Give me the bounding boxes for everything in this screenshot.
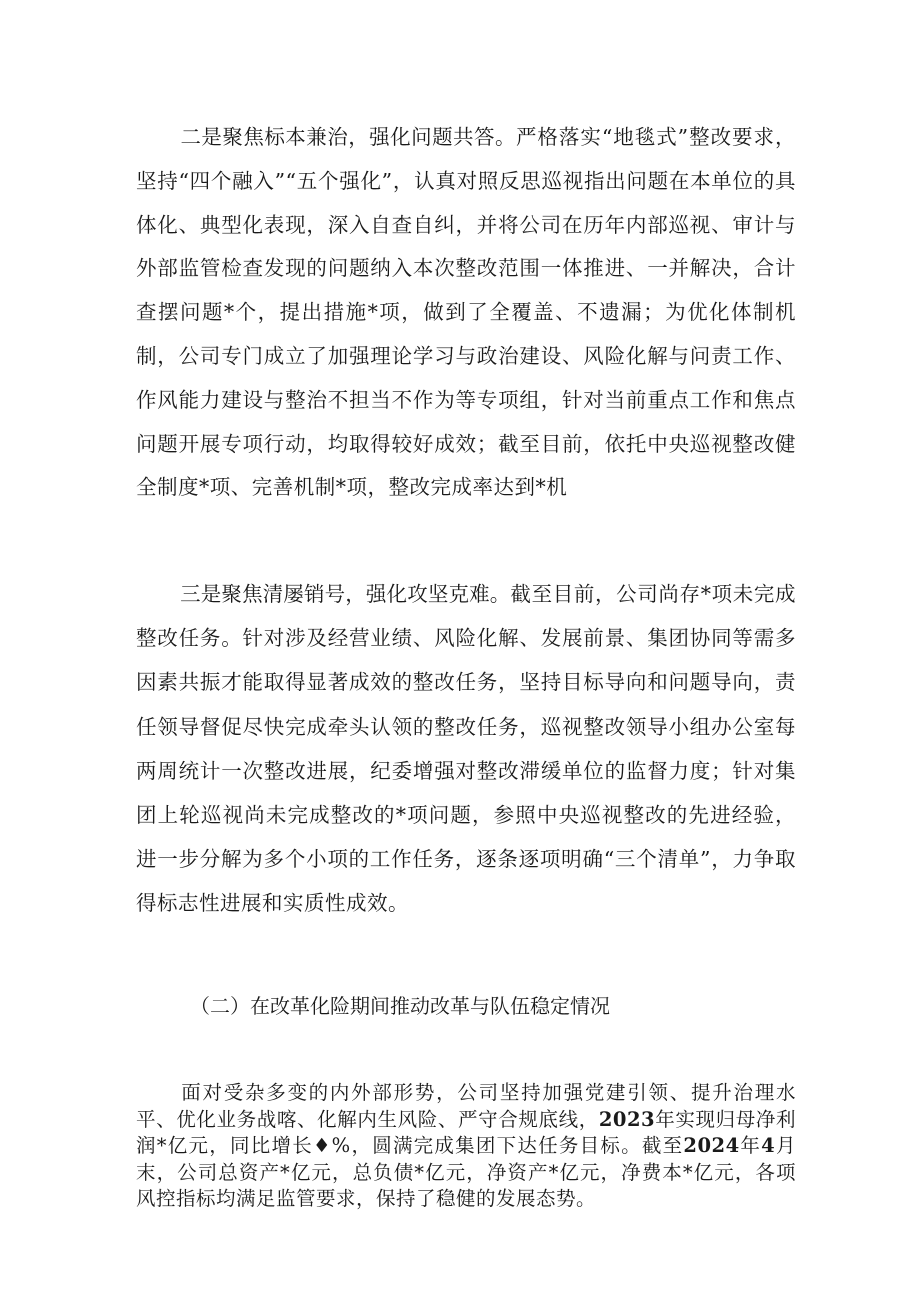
paragraph-rectification-scope xyxy=(136,116,796,510)
section-heading: （二）在改革化险期间推动改革与队伍稳定情况 xyxy=(190,994,610,1018)
paragraph-rectification-progress xyxy=(136,572,796,926)
month-number: 4 xyxy=(761,1134,776,1157)
paragraph-body: 截至目前，公司尚存*项未完成整改任务。针对涉及经营业绩、风险化解、发展前景、集团协同等需多因素共振才能取得显著成效的整改任务，坚持目标导向和问题导向，责任领导督促尽快完成牵头认领的整改任务，巡视整改领导小组办公室每两周统计一次整改进展，纪委增强对整改滞缓单位的监督力度；针对集团上轮巡视尚未完成整改的*项问题，参照中央巡视整改的先进经验，进一步分解为多个小项的工作任务，逐条逐项明确“三个清单”，力争取得标志性进展和实质性成效。 xyxy=(136,582,797,916)
year-number: 2024 xyxy=(683,1134,740,1157)
paragraph-lead: 三是聚焦清屡销号，强化攻坚克难。 xyxy=(180,582,511,606)
paragraph-lead: 二是聚焦标本兼治，强化问题共答。 xyxy=(180,125,516,149)
paragraph-text: 月末，公司总资产*亿元，总负债*亿元，净资产*亿元，净费本*亿元，各项风控指标均满足监管要求，保持了稳健的发展态势。 xyxy=(136,1134,796,1210)
paragraph-body: 严格落实“地毯式”整改要求，坚持“四个融入”“五个强化”，认真对照反思巡视指出问题在本单位的具体化、典型化表现，深入自查自纠，并将公司在历年内部巡视、审计与外部监管检查发现的问题纳入本次整改范围一体推进、一并解决，合计查摆问题*个，提出措施*项，做到了全覆盖、不遗漏；为优化体制机制，公司专门成立了加强理论学习与政治建设、风险化解与问责工作、作风能力建设与整治不担当不作为等专项组，针对当前重点工作和焦点问题开展专项行动，均取得较好成效；截至目前，依托中央巡视整改健全制度*项、完善机制*项，整改完成率达到*机 xyxy=(136,125,796,500)
paragraph-company-performance xyxy=(136,1080,796,1213)
paragraph-text: 年实现归母净利润*亿元，同比增长♦%，圆满完成集团下达任务目标。截至 xyxy=(136,1107,796,1157)
paragraph-text: 面对受杂多变的内外部形势，公司坚持加强党建引领、提升治理水平、优化业务战喀、化解内生风险、严守合规底线， xyxy=(136,1081,796,1131)
year-number: 2023 xyxy=(598,1107,656,1131)
paragraph-text: 年 xyxy=(739,1134,762,1157)
